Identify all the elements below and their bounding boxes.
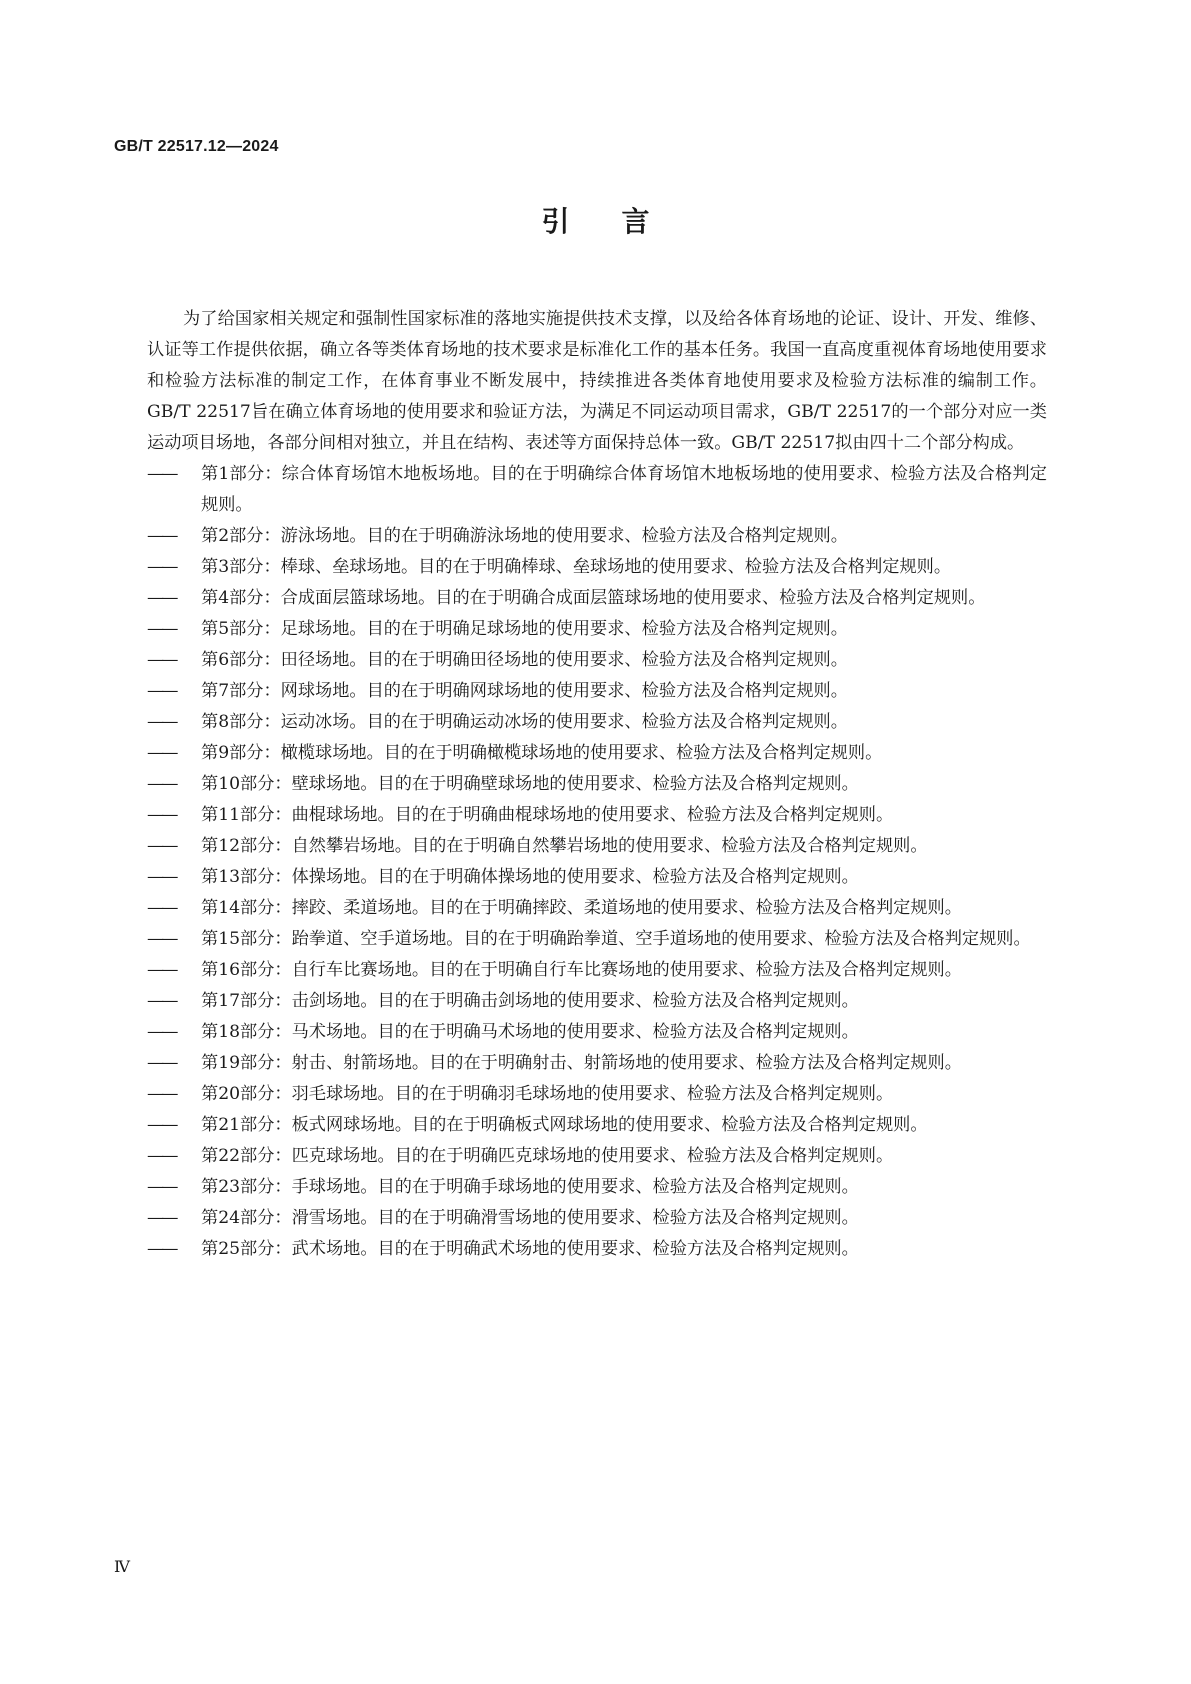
list-item <box>147 800 1047 831</box>
list-item <box>147 521 1047 552</box>
intro-paragraph: 为了给国家相关规定和强制性国家标准的落地实施提供技术支撑，以及给各体育场地的论证、设计、开发、维修、认证等工作提供依据，确立各等类体育场地的技术要求是标准化工作的基本任务。我国一直高度重视体育场地使用要求和检验方法标准的制定工作，在体育事业不断发展中，持续推进各类体育地使用要求及检验方法标准的编制工作。GB/T 22517旨在确立体育场地的使用要求和验证方法，为满足不同运动项目需求，GB/T 22517的一个部分对应一类运动项目场地，各部分间相对独立，并且在结构、表述等方面保持总体一致。GB/T 22517拟由四十二个部分构成。 <box>147 309 1047 453</box>
dash-marker: —— <box>147 619 176 639</box>
part-text: 第6部分：田径场地。目的在于明确田径场地的使用要求、检验方法及合格判定规则。 <box>201 650 848 670</box>
part-text: 第21部分：板式网球场地。目的在于明确板式网球场地的使用要求、检验方法及合格判定规则。 <box>201 1115 928 1135</box>
list-item <box>147 707 1047 738</box>
part-text: 第20部分：羽毛球场地。目的在于明确羽毛球场地的使用要求、检验方法及合格判定规则。 <box>201 1084 894 1104</box>
dash-marker: —— <box>147 960 176 980</box>
dash-marker: —— <box>147 1115 176 1135</box>
list-item <box>147 862 1047 893</box>
part-text: 第15部分：跆拳道、空手道场地。目的在于明确跆拳道、空手道场地的使用要求、检验方法及合格判定规则。 <box>201 929 1031 949</box>
standard-code: GB/T 22517.12—2024 <box>114 138 279 155</box>
dash-marker: —— <box>147 588 176 608</box>
list-item <box>147 1203 1047 1234</box>
parts-list <box>147 459 1047 1265</box>
dash-marker: —— <box>147 867 176 887</box>
dash-marker: —— <box>147 650 176 670</box>
part-text: 第3部分：棒球、垒球场地。目的在于明确棒球、垒球场地的使用要求、检验方法及合格判定规则。 <box>201 557 952 577</box>
part-text: 第14部分：摔跤、柔道场地。目的在于明确摔跤、柔道场地的使用要求、检验方法及合格判定规则。 <box>201 898 962 918</box>
dash-marker: —— <box>147 464 176 484</box>
dash-marker: —— <box>147 1177 176 1197</box>
part-text: 第13部分：体操场地。目的在于明确体操场地的使用要求、检验方法及合格判定规则。 <box>201 867 859 887</box>
document-body <box>147 304 1047 1265</box>
part-text: 第12部分：自然攀岩场地。目的在于明确自然攀岩场地的使用要求、检验方法及合格判定规则。 <box>201 836 928 856</box>
list-item <box>147 459 1047 521</box>
list-item <box>147 645 1047 676</box>
dash-marker: —— <box>147 836 176 856</box>
list-item <box>147 955 1047 986</box>
dash-marker: —— <box>147 1146 176 1166</box>
dash-marker: —— <box>147 743 176 763</box>
part-text: 第23部分：手球场地。目的在于明确手球场地的使用要求、检验方法及合格判定规则。 <box>201 1177 859 1197</box>
part-text: 第25部分：武术场地。目的在于明确武术场地的使用要求、检验方法及合格判定规则。 <box>201 1239 859 1259</box>
part-text: 第19部分：射击、射箭场地。目的在于明确射击、射箭场地的使用要求、检验方法及合格判定规则。 <box>201 1053 962 1073</box>
list-item <box>147 738 1047 769</box>
list-item <box>147 614 1047 645</box>
dash-marker: —— <box>147 805 176 825</box>
list-item <box>147 1172 1047 1203</box>
dash-marker: —— <box>147 557 176 577</box>
page-number: Ⅳ <box>114 1557 130 1576</box>
list-item <box>147 1079 1047 1110</box>
part-text: 第24部分：滑雪场地。目的在于明确滑雪场地的使用要求、检验方法及合格判定规则。 <box>201 1208 859 1228</box>
list-item <box>147 831 1047 862</box>
list-item <box>147 1141 1047 1172</box>
dash-marker: —— <box>147 712 176 732</box>
list-item <box>147 1234 1047 1265</box>
dash-marker: —— <box>147 1022 176 1042</box>
dash-marker: —— <box>147 526 176 546</box>
part-text: 第18部分：马术场地。目的在于明确马术场地的使用要求、检验方法及合格判定规则。 <box>201 1022 859 1042</box>
part-text: 第8部分：运动冰场。目的在于明确运动冰场的使用要求、检验方法及合格判定规则。 <box>201 712 848 732</box>
dash-marker: —— <box>147 898 176 918</box>
part-text: 第4部分：合成面层篮球场地。目的在于明确合成面层篮球场地的使用要求、检验方法及合格判定规则。 <box>201 588 986 608</box>
dash-marker: —— <box>147 1084 176 1104</box>
dash-marker: —— <box>147 1053 176 1073</box>
page-title: 引言 <box>541 205 702 238</box>
list-item <box>147 924 1047 955</box>
dash-marker: —— <box>147 681 176 701</box>
part-text: 第10部分：壁球场地。目的在于明确壁球场地的使用要求、检验方法及合格判定规则。 <box>201 774 859 794</box>
dash-marker: —— <box>147 991 176 1011</box>
part-text: 第5部分：足球场地。目的在于明确足球场地的使用要求、检验方法及合格判定规则。 <box>201 619 848 639</box>
dash-marker: —— <box>147 1239 176 1259</box>
part-text: 第7部分：网球场地。目的在于明确网球场地的使用要求、检验方法及合格判定规则。 <box>201 681 848 701</box>
part-text: 第16部分：自行车比赛场地。目的在于明确自行车比赛场地的使用要求、检验方法及合格判定规则。 <box>201 960 962 980</box>
list-item <box>147 583 1047 614</box>
part-text: 第11部分：曲棍球场地。目的在于明确曲棍球场地的使用要求、检验方法及合格判定规则。 <box>201 805 894 825</box>
part-text: 第9部分：橄榄球场地。目的在于明确橄榄球场地的使用要求、检验方法及合格判定规则。 <box>201 743 883 763</box>
list-item <box>147 986 1047 1017</box>
list-item <box>147 1017 1047 1048</box>
list-item <box>147 552 1047 583</box>
list-item <box>147 1048 1047 1079</box>
part-text: 第17部分：击剑场地。目的在于明确击剑场地的使用要求、检验方法及合格判定规则。 <box>201 991 859 1011</box>
dash-marker: —— <box>147 1208 176 1228</box>
part-text: 第22部分：匹克球场地。目的在于明确匹克球场地的使用要求、检验方法及合格判定规则。 <box>201 1146 894 1166</box>
part-text: 第1部分：综合体育场馆木地板场地。目的在于明确综合体育场馆木地板场地的使用要求、检验方法及合格判定规则。 <box>201 464 1047 515</box>
part-text: 第2部分：游泳场地。目的在于明确游泳场地的使用要求、检验方法及合格判定规则。 <box>201 526 848 546</box>
list-item <box>147 769 1047 800</box>
list-item <box>147 676 1047 707</box>
dash-marker: —— <box>147 774 176 794</box>
list-item <box>147 1110 1047 1141</box>
dash-marker: —— <box>147 929 176 949</box>
list-item <box>147 893 1047 924</box>
